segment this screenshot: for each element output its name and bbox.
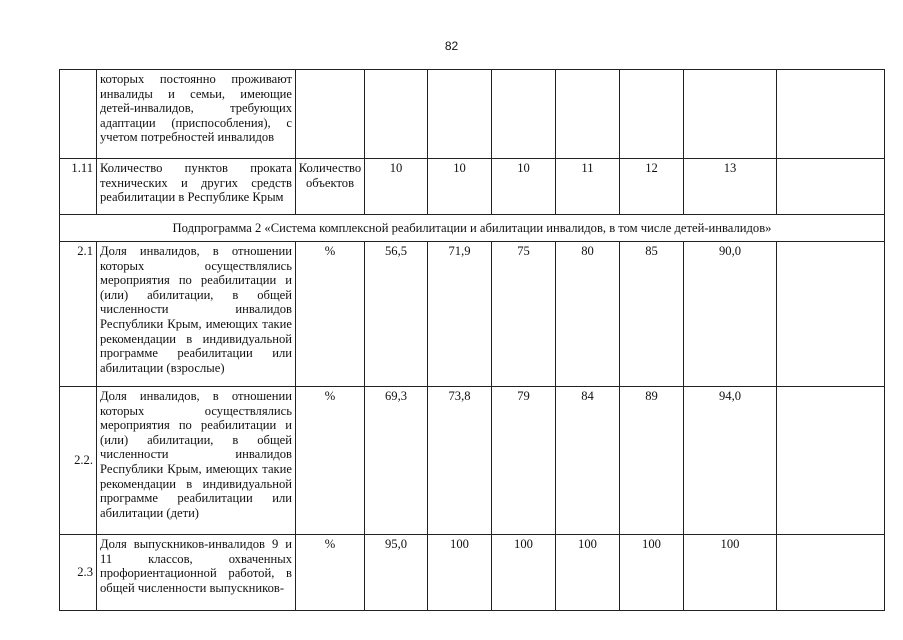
page-number: 82 bbox=[444, 39, 459, 53]
indicator-name: Доля выпускников-инвалидов 9 и 11 классов, охваченных профориентационной работой, в общей численности выпускников- bbox=[97, 535, 296, 611]
unit-cell bbox=[296, 70, 365, 159]
row-number: 1.11 bbox=[60, 159, 97, 215]
value-cell: 89 bbox=[620, 387, 684, 535]
subprogram-title: Подпрограмма 2 «Система комплексной реабилитации и абилитации инвалидов, в том числе детей-инвалидов» bbox=[60, 215, 885, 242]
value-cell bbox=[428, 70, 492, 159]
value-cell: 10 bbox=[492, 159, 556, 215]
table-row bbox=[60, 70, 885, 159]
value-cell: 94,0 bbox=[684, 387, 777, 535]
indicator-name: Доля инвалидов, в отношении которых осуществлялись мероприятия по реабилитации и (или) абилитации, в общей численности инвалидов Республики Крым, имеющих такие рекомендации в индивидуальной программе реабилитации или абилитации (дети) bbox=[97, 387, 296, 535]
table-row bbox=[60, 159, 885, 215]
unit-cell: % bbox=[296, 535, 365, 611]
value-cell: 100 bbox=[684, 535, 777, 611]
value-cell: 100 bbox=[620, 535, 684, 611]
empty-cell bbox=[777, 387, 885, 535]
value-cell bbox=[365, 70, 428, 159]
row-number bbox=[60, 70, 97, 159]
unit-cell: % bbox=[296, 387, 365, 535]
value-cell bbox=[684, 70, 777, 159]
indicators-table bbox=[59, 69, 885, 611]
value-cell: 100 bbox=[428, 535, 492, 611]
value-cell: 80 bbox=[556, 242, 620, 387]
subprogram-header-row bbox=[60, 215, 885, 242]
value-cell: 84 bbox=[556, 387, 620, 535]
table-row bbox=[60, 387, 885, 535]
empty-cell bbox=[777, 70, 885, 159]
empty-cell bbox=[777, 535, 885, 611]
indicator-name: которых постоянно проживают инвалиды и семьи, имеющие детей-инвалидов, требующих адаптации (приспособления), с учетом потребностей инвалидов bbox=[97, 70, 296, 159]
value-cell: 79 bbox=[492, 387, 556, 535]
value-cell: 100 bbox=[556, 535, 620, 611]
value-cell: 95,0 bbox=[365, 535, 428, 611]
value-cell: 73,8 bbox=[428, 387, 492, 535]
empty-cell bbox=[777, 242, 885, 387]
value-cell: 10 bbox=[365, 159, 428, 215]
indicator-name: Доля инвалидов, в отношении которых осуществлялись мероприятия по реабилитации и (или) абилитации, в общей численности инвалидов Республики Крым, имеющих такие рекомендации в индивидуальной программе реабилитации или абилитации (взрослые) bbox=[97, 242, 296, 387]
value-cell: 13 bbox=[684, 159, 777, 215]
unit-cell: % bbox=[296, 242, 365, 387]
value-cell: 56,5 bbox=[365, 242, 428, 387]
value-cell: 12 bbox=[620, 159, 684, 215]
empty-cell bbox=[777, 159, 885, 215]
row-number: 2.1 bbox=[60, 242, 97, 387]
value-cell: 85 bbox=[620, 242, 684, 387]
value-cell: 75 bbox=[492, 242, 556, 387]
value-cell: 69,3 bbox=[365, 387, 428, 535]
value-cell: 90,0 bbox=[684, 242, 777, 387]
value-cell: 100 bbox=[492, 535, 556, 611]
value-cell: 10 bbox=[428, 159, 492, 215]
value-cell bbox=[492, 70, 556, 159]
row-number: 2.2. bbox=[60, 387, 97, 535]
value-cell bbox=[556, 70, 620, 159]
unit-cell: Количество объектов bbox=[296, 159, 365, 215]
table-row bbox=[60, 535, 885, 611]
row-number: 2.3 bbox=[60, 535, 97, 611]
value-cell bbox=[620, 70, 684, 159]
value-cell: 71,9 bbox=[428, 242, 492, 387]
value-cell: 11 bbox=[556, 159, 620, 215]
table-row bbox=[60, 242, 885, 387]
indicator-name: Количество пунктов проката технических и других средств реабилитации в Республике Крым bbox=[97, 159, 296, 215]
